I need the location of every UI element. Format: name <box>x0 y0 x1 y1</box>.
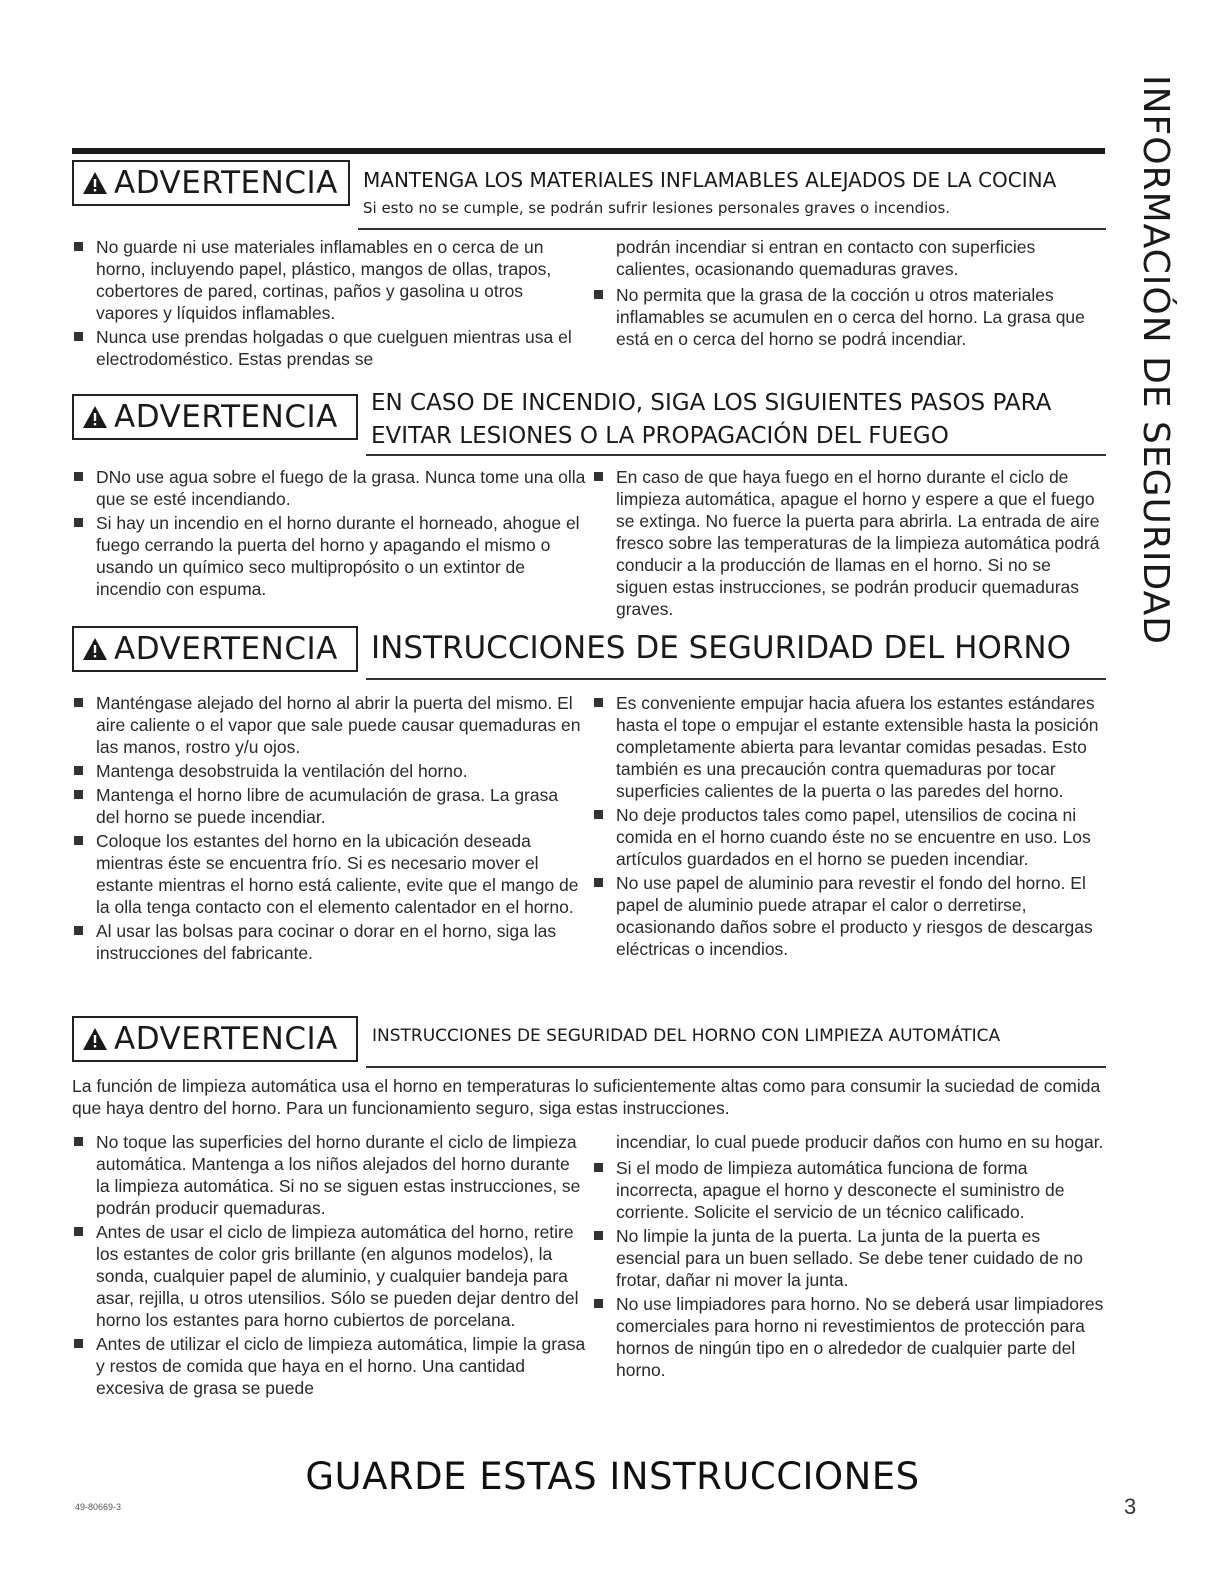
top-divider <box>72 148 1105 154</box>
right-column <box>586 1131 1106 1399</box>
left-column <box>72 692 586 964</box>
warning-badge <box>72 626 358 672</box>
list-item: No limpie la junta de la puerta. La junta de la puerta es esencial para un buen sellado. Se debe tener cuidado de no frotar, dañar ni mover la junta. <box>592 1225 1106 1291</box>
warning-badge <box>72 160 350 206</box>
warning-triangle-icon <box>82 405 108 429</box>
list-item: En caso de que haya fuego en el horno durante el ciclo de limpieza automática, apague el horno y espere a que el fuego se extinga. No fuerce la puerta para abrirla. La entrada de aire fresco sobre las temperaturas de la limpieza automática podrá conducir a la producción de llamas en el horno. Si no se siguen estas instrucciones, se podrán producir quemaduras graves. <box>592 466 1106 620</box>
warning-badge-label: ADVERTENCIA <box>114 1021 338 1057</box>
section-intro: La función de limpieza automática usa el horno en temperaturas lo suficientemente altas como para consumir la suciedad de comida que haya dentro del horno. Para un funcionamiento seguro, siga estas instrucciones. <box>72 1076 1101 1118</box>
warning-section-self-clean <box>72 1016 1106 1398</box>
warning-badge <box>72 394 358 440</box>
section-header <box>72 626 1106 680</box>
part-number: 49-80669-3 <box>75 1502 122 1512</box>
warning-badge-label: ADVERTENCIA <box>114 165 338 201</box>
list-item: Mantenga el horno libre de acumulación de grasa. La grasa del horno se puede incendiar. <box>72 784 586 828</box>
list-item: Si hay un incendio en el horno durante el horneado, ahogue el fuego cerrando la puerta del horno y apagando el mismo o usando un químico seco multipropósito o un extintor de incendio con espuma. <box>72 512 586 600</box>
section-rule <box>358 228 1106 230</box>
warning-triangle-icon <box>82 171 108 195</box>
warning-badge <box>72 1016 358 1062</box>
right-column <box>586 692 1106 964</box>
section-title: INSTRUCCIONES DE SEGURIDAD DEL HORNO CON LIMPIEZA AUTOMÁTICA <box>372 1026 1001 1046</box>
list-item: No permita que la grasa de la cocción u otros materiales inflamables se acumulen en o cerca del horno. La grasa que está en o cerca del horno se podrá incendiar. <box>592 284 1106 350</box>
section-header <box>72 390 1106 449</box>
section-title: INSTRUCCIONES DE SEGURIDAD DEL HORNO <box>371 630 1071 666</box>
list-item: Si el modo de limpieza automática funciona de forma incorrecta, apague el horno y desconecte el suministro de corriente. Solicite el servicio de un técnico calificado. <box>592 1157 1106 1223</box>
section-subtitle: Si esto no se cumple, se podrán sufrir lesiones personales graves o incendios. <box>363 199 951 217</box>
warning-badge-label: ADVERTENCIA <box>114 399 338 435</box>
list-item: Es conveniente empujar hacia afuera los estantes estándares hasta el tope o empujar el estante extensible hasta la posición completamente abierta para levantar comidas pesadas. Esto también es una precaución contra quemaduras por tocar superficies calientes de la puerta o las paredes del horno. <box>592 692 1106 802</box>
list-item: No deje productos tales como papel, utensilios de cocina ni comida en el horno cuando éste no se encuentre en uso. Los artículos guardados en el horno se pueden incendiar. <box>592 804 1106 870</box>
list-item: No guarde ni use materiales inflamables en o cerca de un horno, incluyendo papel, plástico, mangos de ollas, trapos, cobertores de pared, cortinas, paños y gasolina u otros vapores y líquidos inflamables. <box>72 236 586 324</box>
right-column <box>586 466 1106 620</box>
section-rule <box>366 1066 1106 1068</box>
page-number: 3 <box>1124 1494 1137 1519</box>
list-item: Al usar las bolsas para cocinar o dorar en el horno, siga las instrucciones del fabricante. <box>72 920 586 964</box>
section-rule <box>366 454 1106 456</box>
list-item: Manténgase alejado del horno al abrir la puerta del mismo. El aire caliente o el vapor que sale puede causar quemaduras en las manos, rostro y/u ojos. <box>72 692 586 758</box>
continued-text: incendiar, lo cual puede producir daños con humo en su hogar. <box>616 1132 1104 1152</box>
section-side-tab: INFORMACIÓN DE SEGURIDAD <box>1135 75 1176 645</box>
section-title: MANTENGA LOS MATERIALES INFLAMABLES ALEJADOS DE LA COCINA <box>363 168 1057 192</box>
list-item: No use limpiadores para horno. No se deberá usar limpiadores comerciales para horno ni revestimientos de protección para hornos de ningún tipo en o alrededor de cualquier parte del horno. <box>592 1293 1106 1381</box>
list-item: DNo use agua sobre el fuego de la grasa. Nunca tome una olla que se esté incendiando. <box>72 466 586 510</box>
section-header <box>72 1016 1106 1070</box>
list-item: Mantenga desobstruida la ventilación del horno. <box>72 760 586 782</box>
left-column <box>72 236 586 370</box>
left-column <box>72 1131 586 1399</box>
list-item: No use papel de aluminio para revestir el fondo del horno. El papel de aluminio puede atrapar el calor o derretirse, ocasionando daños sobre el producto y riesgos de descargas eléctricas o incendios. <box>592 872 1106 960</box>
section-title-line-2: EVITAR LESIONES O LA PROPAGACIÓN DEL FUEGO <box>371 423 949 449</box>
warning-badge-label: ADVERTENCIA <box>114 631 338 667</box>
list-item: Coloque los estantes del horno en la ubicación deseada mientras éste se encuentra frío. Si es necesario mover el estante mientras el horno está caliente, evite que el mango de la olla tenga contacto con el elemento calentador en el horno. <box>72 830 586 918</box>
list-item: No toque las superficies del horno durante el ciclo de limpieza automática. Mantenga a los niños alejados del horno durante la limpieza automática. Si no se siguen estas instrucciones, se podrán producir quemaduras. <box>72 1131 586 1219</box>
warning-triangle-icon <box>82 637 108 661</box>
left-column <box>72 466 586 620</box>
warning-section-fire <box>72 390 1106 619</box>
warning-section-oven-safety <box>72 626 1106 963</box>
section-title-line-1: EN CASO DE INCENDIO, SIGA LOS SIGUIENTES PASOS PARA <box>371 390 1052 416</box>
warning-triangle-icon <box>82 1027 108 1051</box>
list-item: Antes de usar el ciclo de limpieza automática del horno, retire los estantes de color gris brillante (en algunos modelos), la sonda, cualquier papel de aluminio, y cualquier bandeja para asar, rejilla, u otros utensilios. Sólo se pueden dejar dentro del horno los estantes para horno cubiertos de porcelana. <box>72 1221 586 1331</box>
right-column <box>586 236 1106 370</box>
section-rule <box>366 678 1106 680</box>
list-item: Antes de utilizar el ciclo de limpieza automática, limpie la grasa y restos de comida que haya en el horno. Una cantidad excesiva de grasa se puede <box>72 1333 586 1399</box>
continued-text: podrán incendiar si entran en contacto con superficies calientes, ocasionando quemaduras graves. <box>616 237 1036 279</box>
section-header <box>72 160 1106 217</box>
list-item: Nunca use prendas holgadas o que cuelguen mientras usa el electrodoméstico. Estas prendas se <box>72 326 586 370</box>
warning-section-flammables <box>72 160 1106 369</box>
footer-title: GUARDE ESTAS INSTRUCCIONES <box>305 1455 920 1498</box>
